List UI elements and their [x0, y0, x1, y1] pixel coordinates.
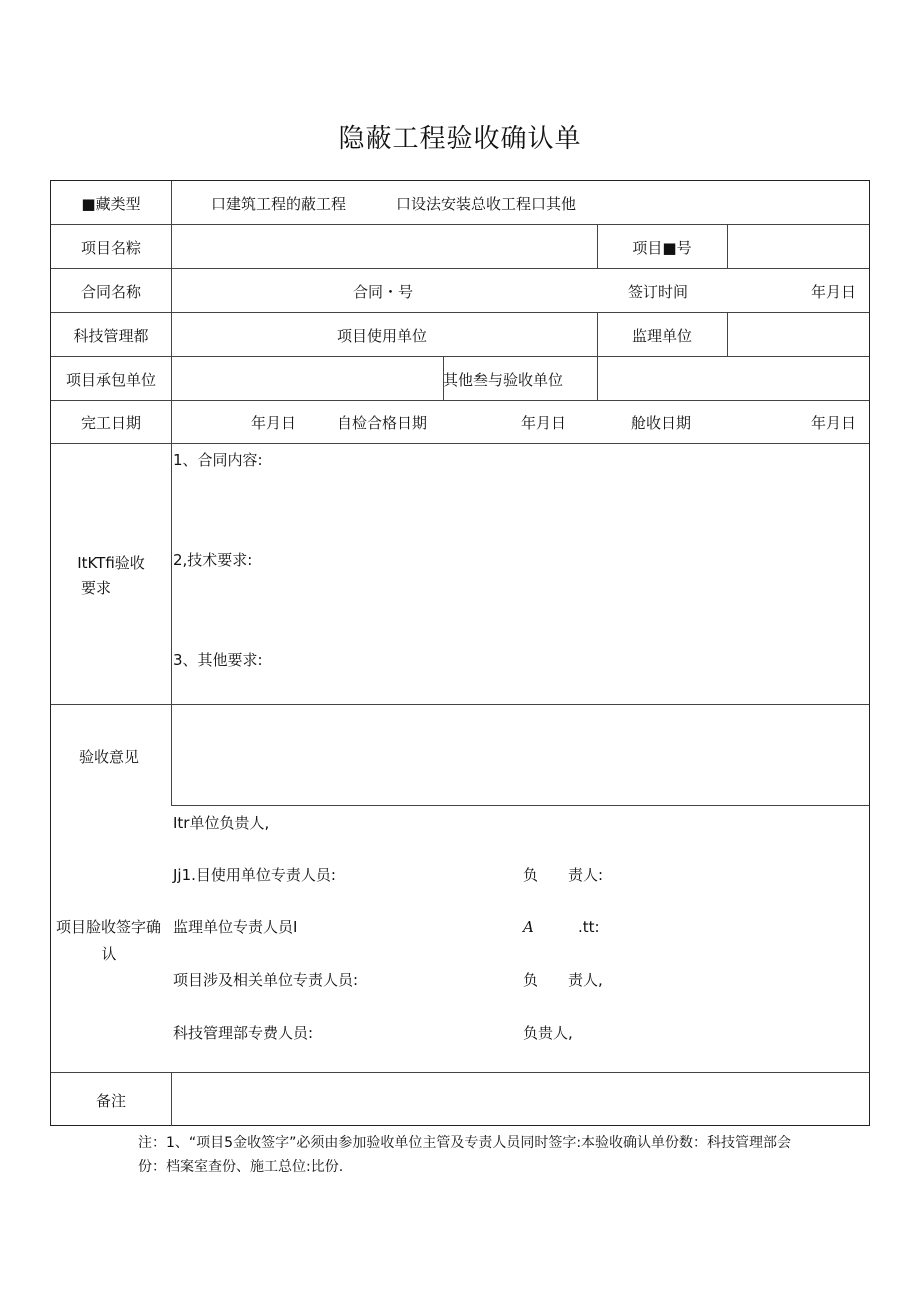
row-divider [51, 224, 869, 225]
type-label: ■藏类型 [81, 195, 141, 213]
unit-head-sign: Itr单位负贵人, [173, 814, 270, 832]
footnote [138, 1131, 873, 1179]
accept-date-label: 舱收日期 [631, 414, 692, 432]
sign-date-label: 签订时间 [628, 283, 689, 301]
row-divider [51, 704, 869, 705]
sign-date-value: 年月日 [811, 283, 857, 301]
col-divider [727, 312, 728, 356]
row-divider [51, 443, 869, 444]
user-head-sign: 负 责人: [523, 866, 604, 884]
acceptance-form [50, 180, 870, 1126]
remarks-label: 备注 [95, 1092, 126, 1110]
col-divider [171, 181, 172, 805]
row-divider [171, 805, 869, 806]
col-divider [727, 224, 728, 268]
supervisor-head-a: A [523, 918, 534, 936]
related-staff-sign: 项目涉及相关单位专责人员: [173, 971, 359, 989]
row-divider [51, 1072, 869, 1073]
signature-label: 项目脸收签字确 [56, 918, 162, 936]
footnote-line-2: 份：档案室查份、施工总位:比份. [138, 1159, 344, 1175]
other-unit-label: 其他叁与验收单位 [443, 371, 564, 389]
row-divider [51, 400, 869, 401]
row-divider [51, 356, 869, 357]
opinion-label: 验收意见 [78, 748, 139, 766]
contract-name-label: 合同名称 [80, 283, 141, 301]
user-staff-sign: Jj1.目使用单位专责人员: [173, 866, 336, 884]
finish-date-value: 年月日 [251, 414, 297, 432]
project-name-label: 项目名粽 [80, 239, 141, 257]
signature-label-2: 认 [101, 945, 117, 963]
col-divider [597, 356, 598, 400]
supervisor-staff-sign: 监理单位专责人员I [173, 918, 298, 936]
col-divider [171, 1072, 172, 1126]
supervisor-unit-label: 监理单位 [631, 327, 692, 345]
type-option-install[interactable]: 口设法安装总收工程口其他 [396, 195, 577, 213]
dept-label: 科技管理都 [73, 327, 149, 345]
dept-staff-sign: 科技管理部专费人员: [173, 1024, 314, 1042]
self-check-value: 年月日 [521, 414, 567, 432]
related-head-sign: 负 责人, [523, 971, 603, 989]
req-other: 3、其他要求: [173, 651, 263, 669]
user-unit-label: 项目使用单位 [337, 327, 428, 345]
page-title: 隐蔽工程验收确认单 [338, 124, 582, 154]
supervisor-head-b: .tt: [578, 918, 600, 936]
project-no-label: 项目■号 [632, 239, 692, 257]
contract-no-label: 合同・号 [353, 283, 414, 301]
type-option-building[interactable]: 口建筑工程的蔽工程 [211, 195, 347, 213]
row-divider [51, 268, 869, 269]
contractor-label: 项目承包单位 [65, 371, 156, 389]
self-check-label: 自检合格日期 [337, 414, 428, 432]
accept-date-value: 年月日 [811, 414, 857, 432]
row-divider [51, 312, 869, 313]
req-technical: 2,技术要求: [173, 551, 253, 569]
requirements-label: ItKTfi验收 [77, 554, 145, 572]
dept-head-sign: 负贵人, [523, 1024, 573, 1042]
finish-date-label: 完工日期 [80, 414, 141, 432]
footnote-line-1: 注：1、“项目5金收签字”必须由参加验收单位主管及专责人员同时签字:本验收确认单份数：科技管理部会 [138, 1135, 792, 1151]
requirements-label-2: 要求 [80, 579, 111, 597]
req-contract-content: 1、合同内容: [173, 451, 263, 469]
